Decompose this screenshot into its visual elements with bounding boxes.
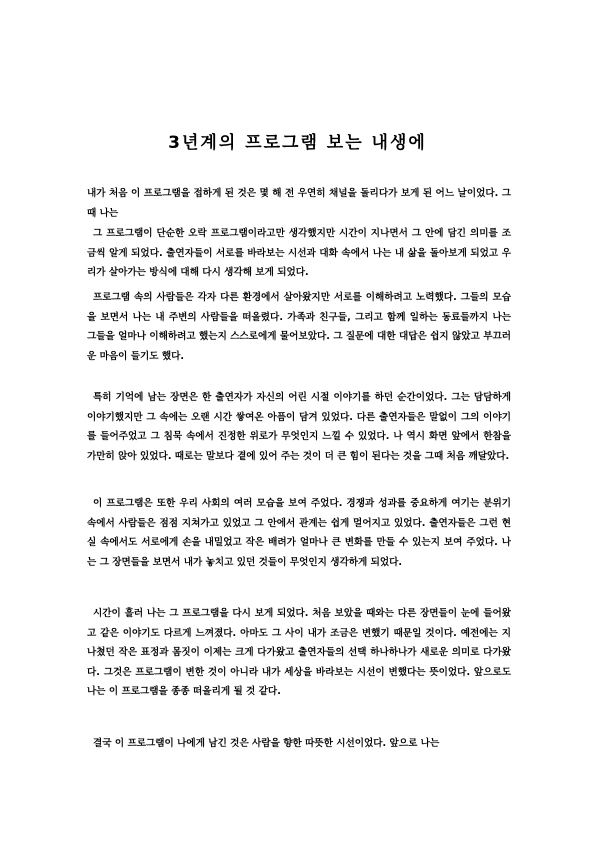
paragraph-6: 시간이 흘러 나는 그 프로그램을 다시 보게 되었다. 처음 보았을 때와는 다른 장면들이 눈에 들어왔고 같은 이야기도 다르게 느껴졌다. 아마도 그 사이 내가 조금은 변했기 때문일 것이다. 예전에는 지나쳤던 작은 표정과 몸짓이 이제는 크게 다가왔고 출연자들의 선택 하나하나가 새로운 의미로 다가왔다. 그것은 프로그램이 변한 것이 아니라 내가 세상을 바라보는 시선이 변했다는 뜻이었다. 앞으로도 나는 이 프로그램을 종종 떠올리게 될 것 같다.	[87, 608, 511, 698]
page-title: 3년계의 프로그램 보는 내생에	[168, 133, 427, 153]
paragraph-5: 이 프로그램은 또한 우리 사회의 여러 모습을 보여 주었다. 경쟁과 성과를 중요하게 여기는 분위기 속에서 사람들은 점점 지쳐가고 있었고 그 안에서 관계는 쉽게 멀어지고 있었다. 출연자들은 그런 현실 속에서도 서로에게 손을 내밀었고 작은 배려가 얼마나 큰 변화를 만들 수 있는지 보여 주었다. 나는 그 장면들을 보면서 내가 놓치고 있던 것들이 무엇인지 생각하게 되었다.	[87, 498, 511, 568]
paragraph-4: 특히 기억에 남는 장면은 한 출연자가 자신의 어린 시절 이야기를 하던 순간이었다. 그는 담담하게 이야기했지만 그 속에는 오랜 시간 쌓여온 아픔이 담겨 있었다. 다른 출연자들은 말없이 그의 이야기를 들어주었고 그 침묵 속에서 진정한 위로가 무엇인지 느낄 수 있었다. 나 역시 화면 앞에서 한참을 가만히 앉아 있었다. 때로는 말보다 곁에 있어 주는 것이 더 큰 힘이 된다는 것을 그때 처음 깨달았다.	[87, 392, 511, 462]
paragraph-1: 내가 처음 이 프로그램을 접하게 된 것은 몇 해 전 우연히 채널을 돌리다가 보게 된 어느 날이었다. 그때 나는	[87, 188, 511, 219]
paragraph-7: 결국 이 프로그램이 나에게 남긴 것은 사람을 향한 따뜻한 시선이었다. 앞으로 나는	[93, 738, 440, 749]
paragraph-2: 그 프로그램이 단순한 오락 프로그램이라고만 생각했지만 시간이 지나면서 그 안에 담긴 의미를 조금씩 알게 되었다. 출연자들이 서로를 바라보는 시선과 대화 속에서 나는 내 삶을 돌아보게 되었고 우리가 살아가는 방식에 대해 다시 생각해 보게 되었다.	[87, 228, 511, 279]
paragraph-3: 프로그램 속의 사람들은 각자 다른 환경에서 살아왔지만 서로를 이해하려고 노력했다. 그들의 모습을 보면서 나는 내 주변의 사람들을 떠올렸다. 가족과 친구들, 그리고 함께 일하는 동료들까지 나는 그들을 얼마나 이해하려고 했는지 스스로에게 물어보았다. 그 질문에 대한 대답은 쉽지 않았고 부끄러운 마음이 들기도 했다.	[87, 292, 511, 362]
